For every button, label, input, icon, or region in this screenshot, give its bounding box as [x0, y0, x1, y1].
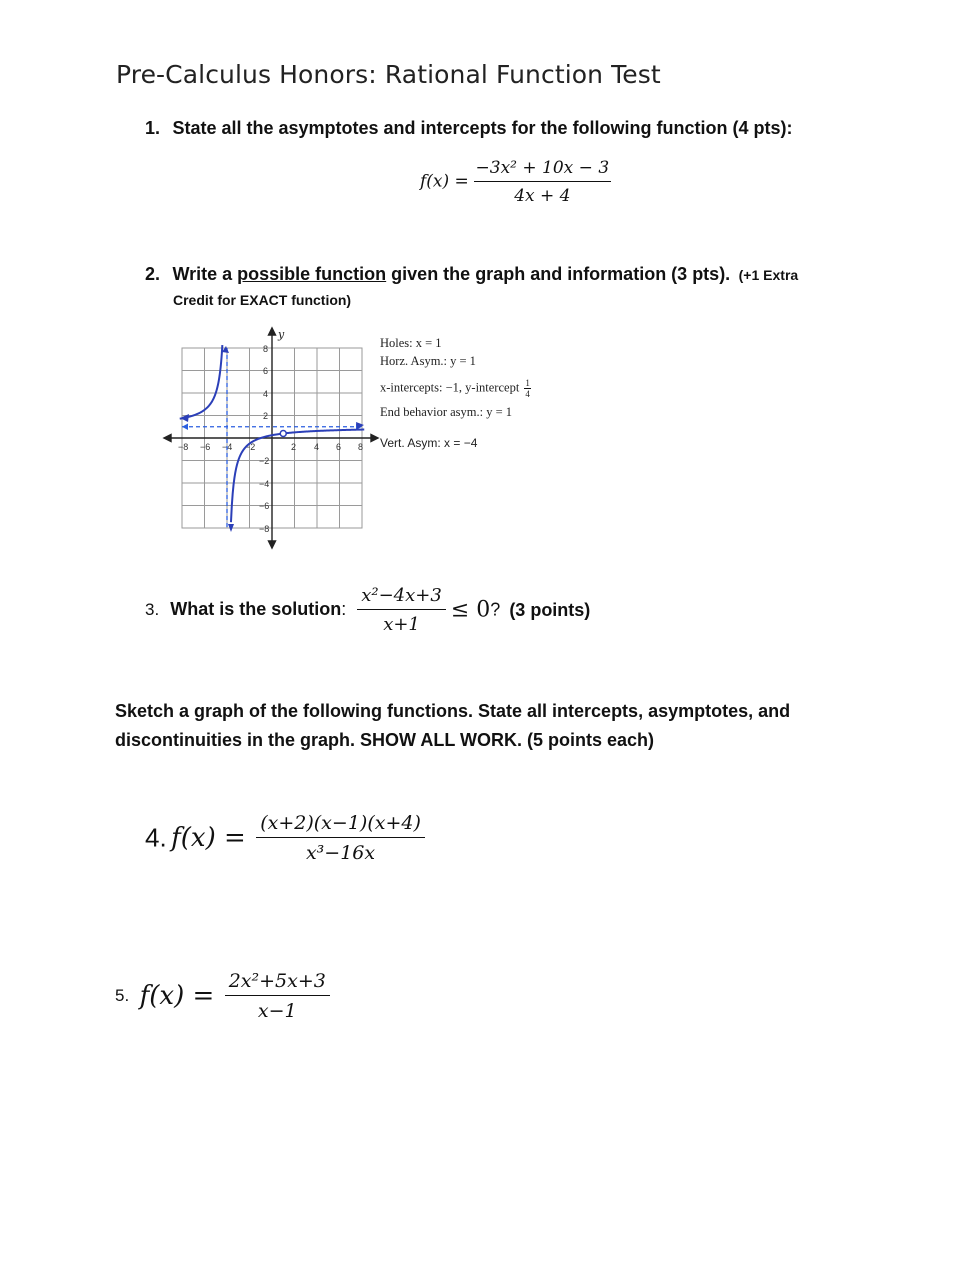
question-5-fraction — [225, 970, 330, 1022]
curve-arrow-right — [356, 422, 364, 429]
question-1-lhs: f(x) = — [420, 171, 469, 192]
question-4 — [145, 812, 425, 864]
info-y-intercept-fraction — [524, 378, 531, 399]
question-2-number: 2. — [145, 264, 161, 284]
question-2 — [145, 264, 798, 285]
info-end-behavior: End behavior asym.: y = 1 — [380, 405, 513, 419]
question-3-denominator: x+1 — [383, 614, 420, 635]
x-tick-labels — [178, 442, 363, 452]
question-4-numerator: (x+2)(x−1)(x+4) — [256, 812, 425, 838]
info-intercepts-text: x-intercepts: −1, y-intercept — [380, 380, 520, 395]
question-5-number: 5. — [115, 986, 130, 1005]
y-tick-label: −8 — [259, 524, 270, 534]
question-5 — [115, 970, 330, 1022]
question-4-lhs: f(x) = — [171, 823, 246, 853]
info-intercepts — [380, 378, 531, 399]
question-1-equation — [420, 158, 611, 206]
question-4-denominator: x³−16x — [305, 842, 376, 864]
question-3-points: (3 points) — [509, 599, 591, 620]
question-3-numerator: x²−4x+3 — [357, 585, 446, 610]
x-tick-label: −4 — [222, 442, 233, 452]
question-3-number: 3. — [145, 599, 160, 619]
question-1-number: 1. — [145, 118, 161, 138]
info-holes: Holes: x = 1 — [380, 336, 442, 350]
question-1-text: State all the asymptotes and intercepts for the following function (4 pts): — [172, 118, 793, 138]
question-5-lhs: f(x) = — [139, 981, 215, 1011]
question-1-fraction — [474, 158, 612, 206]
y-tick-label: 8 — [263, 344, 269, 354]
x-tick-label: 6 — [336, 442, 342, 452]
info-horizontal-asymptote: Horz. Asym.: y = 1 — [380, 354, 476, 368]
hasym-left-arrow — [182, 424, 188, 431]
y-tick-label: 4 — [263, 389, 269, 399]
curve-left-branch — [180, 345, 223, 419]
curve-right-branch — [231, 430, 364, 523]
y-tick-label: −2 — [259, 456, 270, 466]
x-tick-label: 2 — [291, 442, 297, 452]
info-y-int-den: 4 — [525, 389, 530, 399]
question-3 — [145, 585, 590, 635]
x-tick-label: −8 — [178, 442, 189, 452]
question-3-colon: : — [341, 598, 347, 619]
x-tick-label: 4 — [314, 442, 320, 452]
info-y-int-num: 1 — [525, 378, 530, 388]
y-tick-label: −4 — [259, 479, 270, 489]
page-title: Pre-Calculus Honors: Rational Function Test — [116, 60, 661, 89]
sketch-instructions-line1: Sketch a graph of the following functions. State all intercepts, asymptotes, and — [115, 701, 791, 721]
question-3-text: What is the solution — [170, 598, 342, 619]
x-tick-label: −6 — [200, 442, 211, 452]
question-2-extra-credit: (+1 Extra — [738, 267, 799, 283]
question-1-denominator: 4x + 4 — [514, 186, 571, 206]
question-2-text-before: Write a — [172, 264, 238, 284]
y-axis-label: y — [278, 328, 285, 341]
question-1-numerator: −3x² + 10x − 3 — [474, 158, 612, 182]
rational-function-graph — [160, 326, 390, 552]
question-3-fraction — [357, 585, 446, 635]
question-5-denominator: x−1 — [257, 1000, 297, 1022]
question-5-numerator: 2x²+5x+3 — [225, 970, 330, 996]
y-tick-label: −6 — [259, 501, 270, 511]
x-tick-label: 8 — [358, 442, 364, 452]
y-tick-label: 6 — [263, 366, 269, 376]
sketch-instructions-line2: discontinuities in the graph. SHOW ALL WORK. (5 points each) — [115, 730, 655, 750]
question-1 — [145, 118, 793, 139]
question-2-underlined: possible function — [237, 264, 387, 284]
question-2-extra-credit-line2: Credit for EXACT function) — [173, 292, 352, 308]
question-4-number: 4. — [145, 822, 167, 853]
question-3-relation: ≤ 0 — [450, 597, 491, 623]
hole-marker — [280, 431, 286, 437]
y-tick-label: 2 — [263, 411, 269, 421]
info-vertical-asymptote: Vert. Asym: x = −4 — [380, 436, 478, 450]
x-tick-label: −2 — [245, 442, 256, 452]
question-2-text-after: given the graph and information (3 pts). — [386, 264, 731, 284]
graph-axes — [164, 328, 378, 548]
question-4-fraction — [256, 812, 425, 864]
question-3-question-mark: ? — [490, 599, 501, 620]
